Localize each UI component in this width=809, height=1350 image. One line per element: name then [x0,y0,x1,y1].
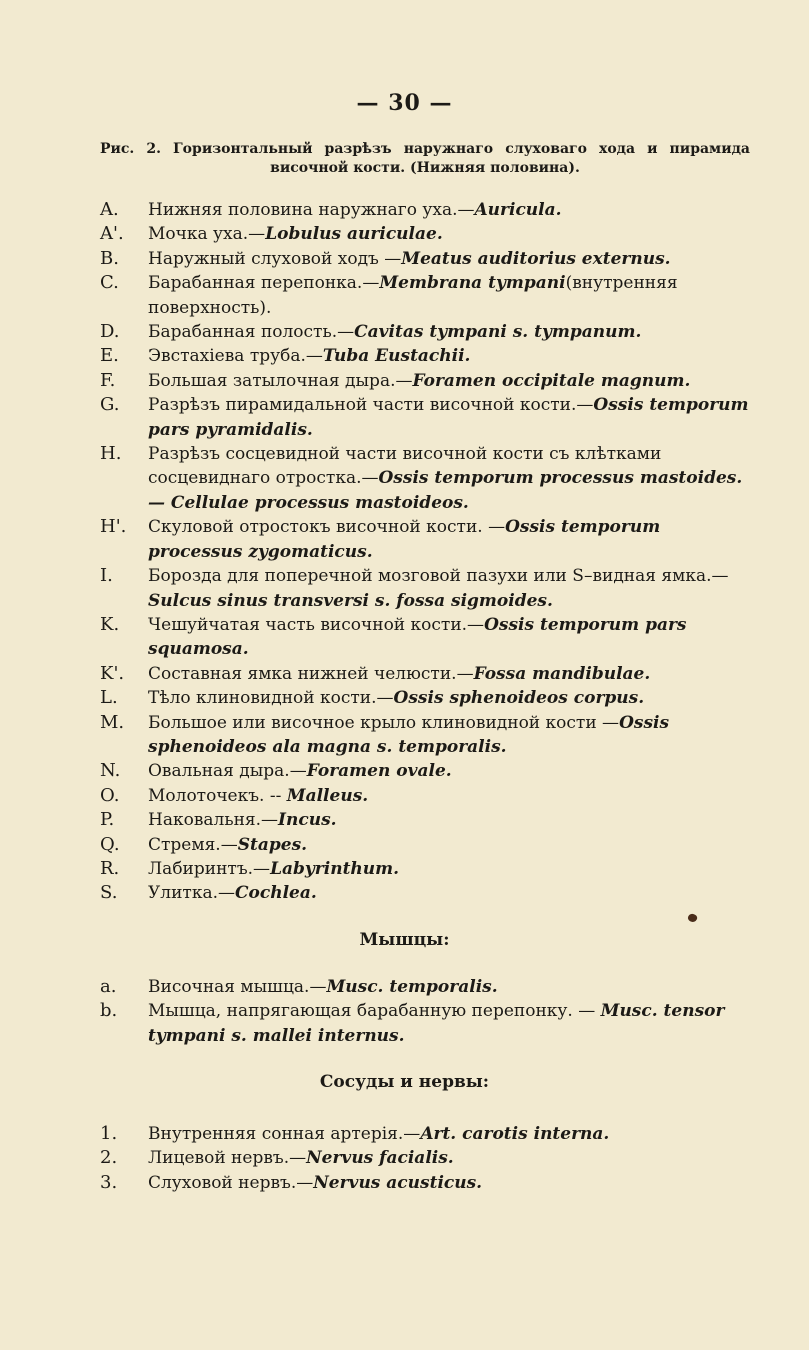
item-key: Q. [100,833,120,855]
list-item [100,344,755,368]
item-text: Нижняя половина наружнаго уха.—Auricula. [148,200,562,220]
item-key: a. [100,976,117,997]
item-key: I. [100,565,113,587]
list-item [100,369,755,393]
item-text: Скуловой отростокъ височной кости. —Ossis temporum processus zygomaticus. [148,517,661,562]
item-text: Овальная дыра.—Foramen ovale. [148,761,452,782]
item-key: E. [100,345,119,367]
item-text: Внутренняя сонная артерія.—Art. carotis interna. [148,1124,610,1144]
page-number: — 30 — [356,90,453,116]
list-item [100,271,755,320]
item-key: N. [100,760,121,782]
item-key: K'. [100,662,125,684]
item-text: Чешуйчатая часть височной кости.—Ossis temporum pars squamosa. [148,614,687,660]
list-item [100,711,755,760]
list-item [100,881,755,905]
list-item [100,1122,755,1146]
list-item [100,784,755,808]
item-key: S. [100,882,118,904]
item-text: Наковальня.—Incus. [148,810,337,831]
list-item [100,613,755,662]
item-text: Эвстахіева труба.—Tuba Eustachii. [148,346,471,367]
list-item [100,320,755,344]
item-key: D. [100,321,120,343]
item-key: L. [100,687,118,709]
list-item [100,975,755,999]
item-key: 1. [100,1123,118,1144]
item-text: Разрѣзъ сосцевидной части височной кости съ клѣтками сосцевиднаго отростка.—Ossis temporum processus mastoides. — Cellulae processus mastoideos. [148,444,743,513]
list-item [100,857,755,881]
list-item [100,808,755,832]
item-text: Наружный слуховой ходъ —Meatus auditorius externus. [148,248,671,269]
item-text: Лабиринтъ.—Labyrinthum. [148,858,400,879]
item-key: 3. [100,1171,118,1193]
item-key: K. [100,613,120,635]
item-key: b. [100,1000,118,1022]
list-item [100,247,755,271]
list-item [100,833,755,857]
item-text: Лицевой нервъ.—Nervus facialis. [148,1148,454,1169]
structures-list [100,198,755,906]
list-item [100,662,755,686]
item-key: A. [100,199,119,220]
item-text: Разрѣзъ пирамидальной части височной кости.—Ossis temporum pars pyramidalis. [148,395,749,440]
list-item [100,759,755,783]
item-key: H'. [100,516,127,538]
item-key: C. [100,272,119,294]
list-item [100,515,755,564]
vessels-heading: Сосуды и нервы: [319,1072,490,1092]
list-item [100,1171,755,1195]
item-text: Стремя.—Stapes. [148,834,308,855]
item-key: P. [100,809,115,831]
muscles-heading: Мышцы: [359,930,450,950]
ink-blot [687,912,699,923]
item-key: H. [100,443,122,465]
item-text: Составная ямка нижней челюсти.—Fossa mandibulae. [148,663,651,684]
list-item [100,222,755,246]
figure-caption: Рис. 2. Горизонтальный разрѣзъ наружнаго слуховаго хода и пирамида височной кости. (Нижняя половина). [100,141,750,176]
muscles-list [100,975,755,1048]
item-text: Борозда для поперечной мозговой пазухи или S–видная ямка.—Sulcus sinus transversi s. fossa sigmoides. [148,566,729,611]
item-key: G. [100,394,120,416]
item-text: Мочка уха.—Lobulus auriculae. [148,224,443,245]
vessels-list [100,1122,755,1195]
list-item [100,198,755,222]
item-key: A'. [100,223,124,245]
list-item [100,686,755,710]
item-text: Улитка.—Cochlea. [148,883,317,904]
item-text: Большое или височное крыло клиновидной кости —Ossis sphenoideos ala magna s. temporalis. [148,712,670,757]
list-item [100,564,755,613]
list-item [100,442,755,515]
item-key: B. [100,247,119,269]
item-text: Барабанная полость.—Cavitas tympani s. tympanum. [148,322,642,343]
list-item [100,393,755,442]
item-key: O. [100,784,120,806]
list-item [100,1146,755,1170]
item-key: R. [100,857,120,879]
item-key: M. [100,711,125,733]
item-text: Тѣло клиновидной кости.—Ossis sphenoideos corpus. [148,688,645,709]
item-text: Слуховой нервъ.—Nervus acusticus. [148,1172,483,1193]
item-key: F. [100,369,116,391]
item-text: Височная мышца.—Musc. temporalis. [148,977,498,997]
item-text: Молоточекъ. -- Malleus. [148,785,369,806]
item-text: Мышца, напрягающая барабанную перепонку. — Musc. tensor tympani s. mallei internus. [148,1001,725,1046]
item-key: 2. [100,1147,118,1169]
list-item [100,999,755,1048]
item-text: Большая затылочная дыра.—Foramen occipitale magnum. [148,370,691,391]
item-text: Барабанная перепонка.—Membrana tympani(внутренняя поверхность). [148,273,678,318]
